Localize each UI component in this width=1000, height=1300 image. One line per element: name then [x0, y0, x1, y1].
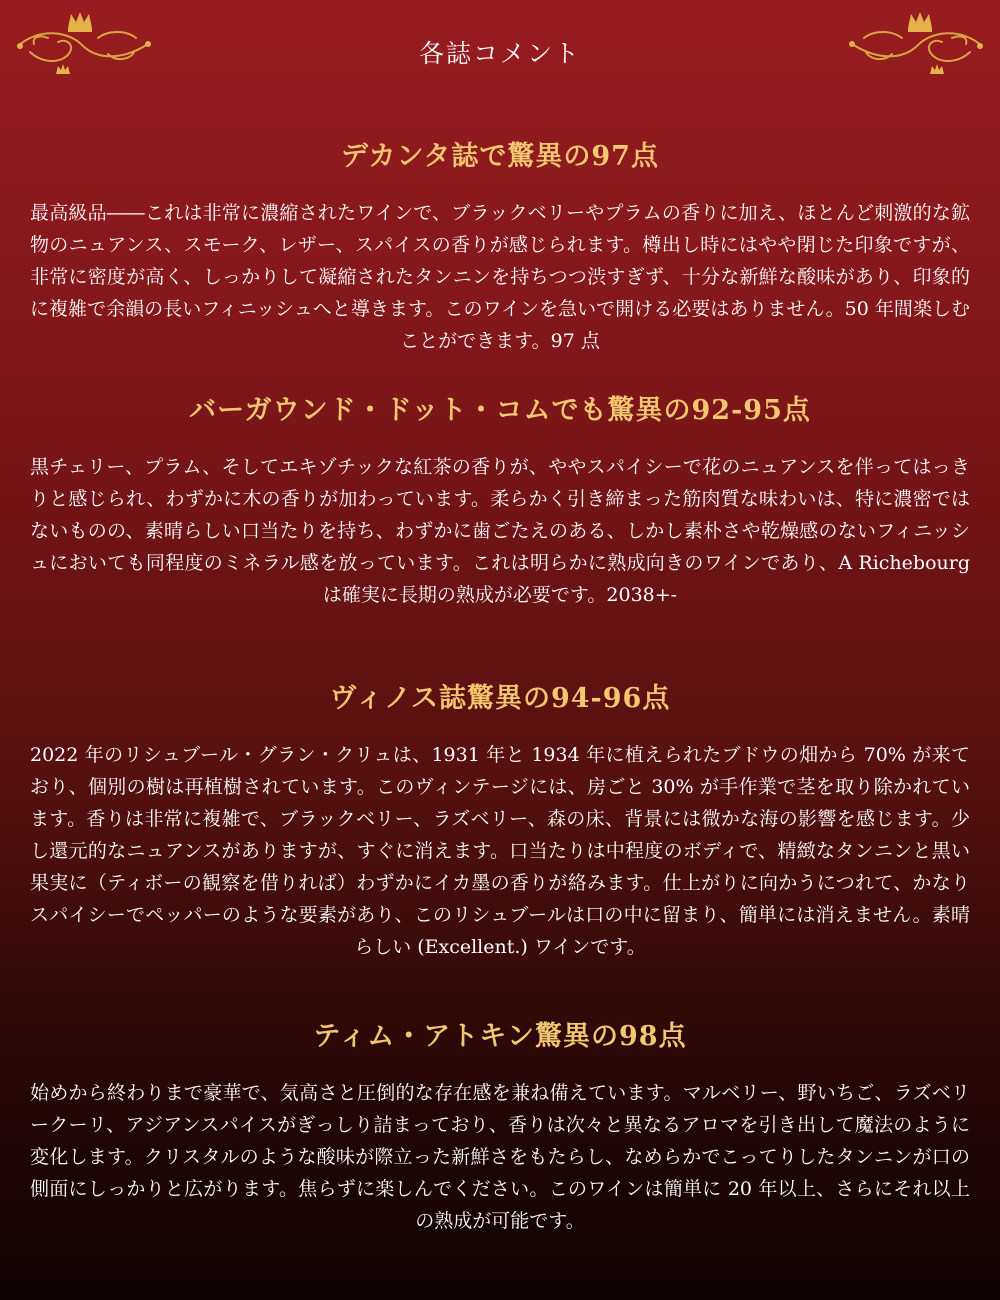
review-section-vinous [0, 676, 1000, 963]
review-section-tim-atkin [0, 1014, 1000, 1237]
review-text: 始めから終わりまで豪華で、気高さと圧倒的な存在感を兼ね備えています。マルベリー、野いちご、ラズベリークーリ、アジアンスパイスがぎっしり詰まっており、香りは次々と異なるアロマを引き出して魔法のように変化します。クリスタルのような酸味が際立った新鮮さをもたらし、なめらかでこってりしたタンニンが口の側面にしっかりと広がります。焦らずに楽しんでください。このワインは簡単に 20 年以上、さらにそれ以上の熟成が可能です。 [30, 1082, 970, 1232]
review-title: バーガウンド・ドット・コムでも驚異の92-95点 [189, 395, 811, 426]
review-text: 2022 年のリシュブール・グラン・クリュは、1931 年と 1934 年に植えられたブドウの畑から 70% が来ており、個別の樹は再植樹されています。このヴィンテージには、房ごと 30% が手作業で茎を取り除かれています。香りは非常に複雑で、ブラックベリー、ラズベリー、森の床、背景には微かな海の影響を感じます。少し還元的なニュアンスがありますが、すぐに消えます。口当たりは中程度のボディで、精緻なタンニンと黒い果実に（ティボーの観察を借りれば）わずかにイカ墨の香りが絡みます。仕上がりに向かうにつれて、かなりスパイシーでペッパーのような要素があり、このリシュブールは口の中に留まり、簡単には消えません。素晴らしい (Excellent.) ワインです。 [30, 744, 970, 958]
review-text: 最高級品――これは非常に濃縮されたワインで、ブラックベリーやプラムの香りに加え、ほとんど刺激的な鉱物のニュアンス、スモーク、レザー、スパイスの香りが感じられます。樽出し時にはやや閉じた印象ですが、非常に密度が高く、しっかりして凝縮されたタンニンを持ちつつ渋すぎず、十分な新鮮な酸味があり、印象的に複雑で余韻の長いフィニッシュへと導きます。このワインを急いで開ける必要はありません。50 年間楽しむことができます。97 点 [30, 202, 970, 352]
review-text: 黒チェリー、プラム、そしてエキゾチックな紅茶の香りが、ややスパイシーで花のニュアンスを伴ってはっきりと感じられ、わずかに木の香りが加わっています。柔らかく引き締まった筋肉質な味わいは、特に濃密ではないものの、素晴らしい口当たりを持ち、わずかに歯ごたえのある、しかし素朴さや乾燥感のないフィニッシュにおいても同程度のミネラル感を放っています。これは明らかに熟成向きのワインであり、A Richebourg は確実に長期の熟成が必要です。2038+- [30, 456, 970, 606]
review-section-decanter [0, 134, 1000, 357]
review-section-burghound [0, 388, 1000, 611]
page-title: 各誌コメント [418, 39, 581, 68]
review-title: ヴィノス誌驚異の94-96点 [329, 683, 671, 714]
page-header [0, 0, 1000, 110]
review-title: ティム・アトキン驚異の98点 [313, 1021, 687, 1052]
crown-scroll-ornament-icon [842, 8, 992, 78]
review-title: デカンタ誌で驚異の97点 [341, 141, 659, 172]
